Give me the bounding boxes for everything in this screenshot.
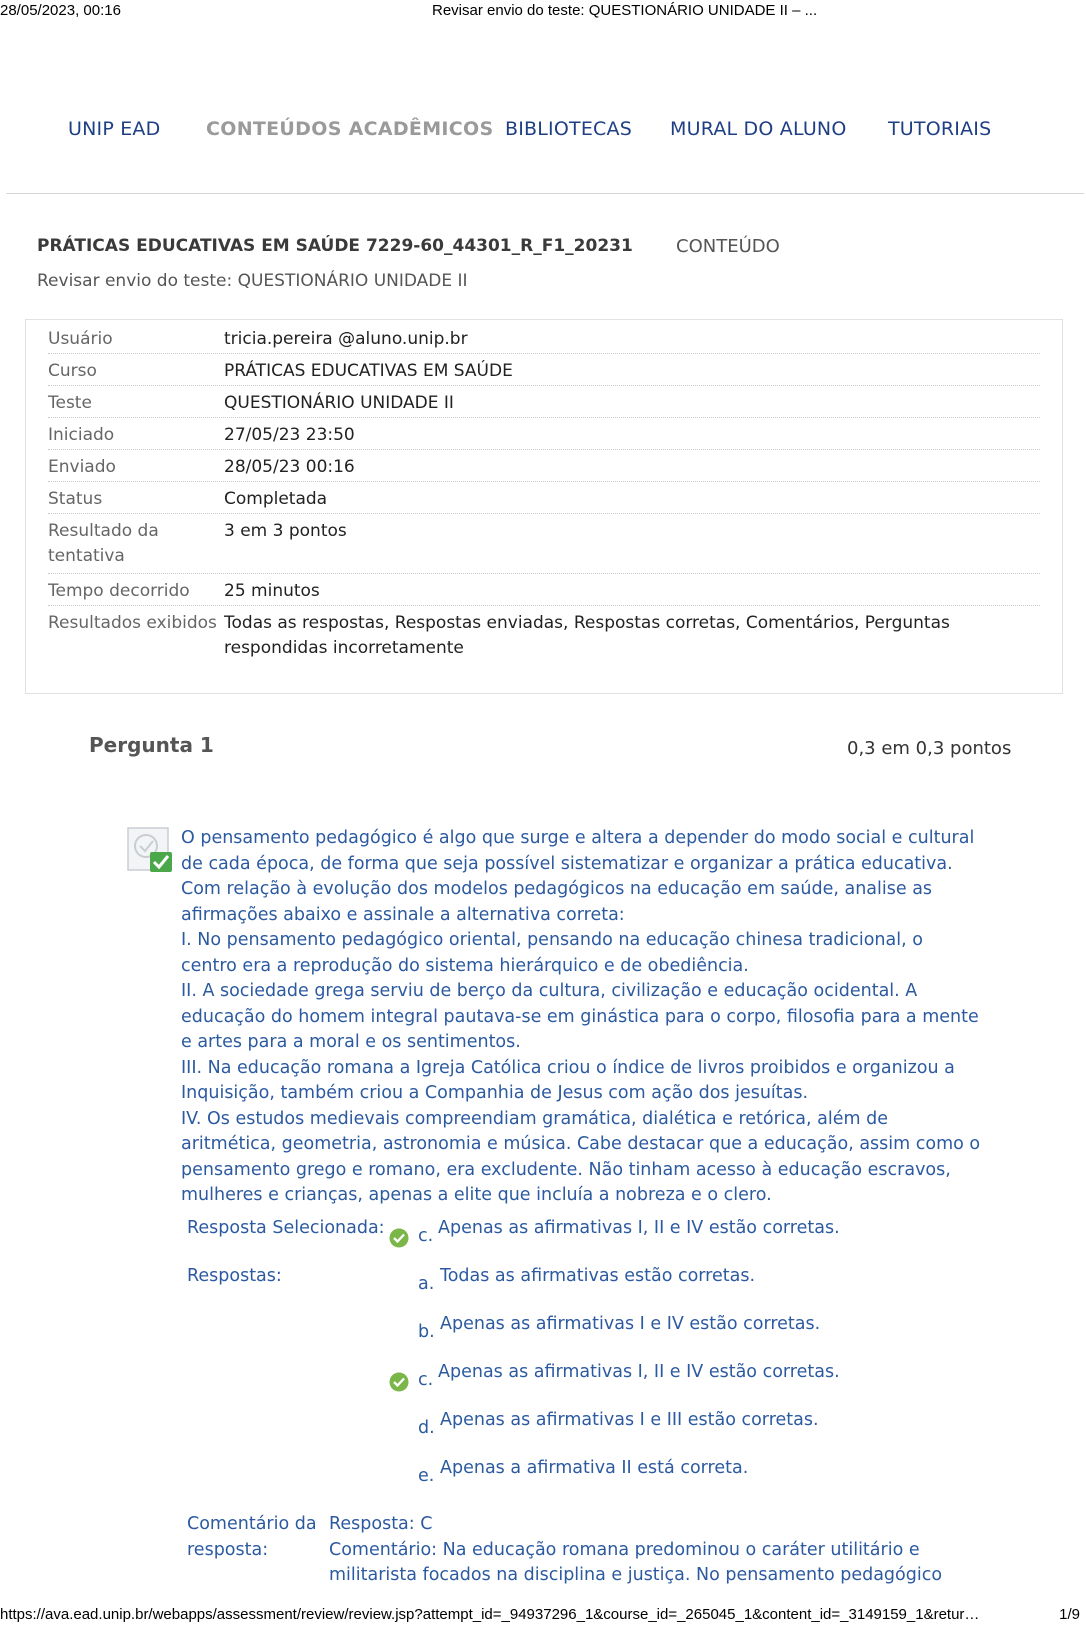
- print-header: [0, 2, 1086, 22]
- nav-tutoriais[interactable]: TUTORIAIS: [888, 118, 992, 140]
- question-heading: Pergunta 1: [89, 733, 214, 757]
- summary-value: 3 em 3 pontos: [224, 521, 347, 541]
- summary-row-enviado: [48, 452, 1040, 482]
- comment-answer: Resposta: C: [329, 1514, 433, 1534]
- answer-letter: d.: [418, 1418, 435, 1438]
- summary-label: Tempo decorrido: [48, 581, 190, 601]
- print-footer: [0, 1606, 1086, 1626]
- page-number: 1/9: [1059, 1606, 1080, 1623]
- question-text: [181, 826, 981, 1209]
- comment-text: Comentário: Na educação romana predominou o caráter utilitário e militarista focados na disciplina e justiça. No pensamento pedagógico: [329, 1539, 943, 1585]
- summary-row-status: [48, 484, 1040, 514]
- summary-row-iniciado: [48, 420, 1040, 450]
- check-icon: [389, 1228, 409, 1248]
- summary-row-resultados-exibidos: [48, 608, 1040, 668]
- comment-label: [187, 1512, 317, 1563]
- answer-text: Apenas as afirmativas I e III estão corretas.: [440, 1410, 819, 1430]
- statement-1: I. No pensamento pedagógico oriental, pensando na educação chinesa tradicional, o centro era a reprodução do sistema hierárquico e de obediência.: [181, 930, 923, 976]
- answer-letter: c.: [418, 1226, 434, 1246]
- check-icon: [389, 1372, 409, 1392]
- print-datetime: 28/05/2023, 00:16: [0, 2, 121, 19]
- answer-text: Apenas as afirmativas I, II e IV estão corretas.: [438, 1218, 840, 1238]
- nav-bibliotecas[interactable]: BIBLIOTECAS: [505, 118, 632, 140]
- summary-value: 25 minutos: [224, 581, 320, 601]
- print-title: Revisar envio do teste: QUESTIONÁRIO UNIDADE II – ...: [432, 2, 818, 19]
- answer-text: Apenas a afirmativa II está correta.: [440, 1458, 749, 1478]
- comment-label-line: resposta:: [187, 1539, 269, 1560]
- answer-text: Todas as afirmativas estão corretas.: [440, 1266, 756, 1286]
- summary-label: Usuário: [48, 329, 113, 349]
- answer-text: Apenas as afirmativas I e IV estão corretas.: [440, 1314, 821, 1334]
- statement-3: III. Na educação romana a Igreja Católica criou o índice de livros proibidos e organizou a Inquisição, também criou a Companhia de Jesus com ação dos jesuítas.: [181, 1057, 955, 1103]
- summary-row-usuario: [48, 324, 1040, 354]
- summary-row-teste: [48, 388, 1040, 418]
- answer-text: Apenas as afirmativas I, II e IV estão corretas.: [438, 1362, 840, 1382]
- summary-value: Todas as respostas, Respostas enviadas, Respostas corretas, Comentários, Perguntas respondidas incorretamente: [224, 613, 950, 658]
- correct-answer-icon: [126, 826, 176, 876]
- summary-value: PRÁTICAS EDUCATIVAS EM SAÚDE: [224, 361, 513, 381]
- answer-letter: a.: [418, 1274, 435, 1294]
- summary-label: Curso: [48, 361, 97, 381]
- nav-unip-ead[interactable]: UNIP EAD: [68, 118, 161, 140]
- summary-row-resultado: [48, 516, 1040, 574]
- question-points: 0,3 em 0,3 pontos: [847, 738, 1012, 759]
- attempt-summary-table: [25, 319, 1063, 694]
- breadcrumb: Revisar envio do teste: QUESTIONÁRIO UNIDADE II: [37, 271, 468, 291]
- answers-label: Respostas:: [187, 1266, 282, 1286]
- summary-label: Resultado da tentativa: [48, 521, 159, 566]
- summary-value: Completada: [224, 489, 328, 509]
- answer-letter: e.: [418, 1466, 435, 1486]
- nav-conteudos-academicos[interactable]: CONTEÚDOS ACADÊMICOS: [206, 118, 494, 140]
- summary-row-tempo: [48, 576, 1040, 606]
- answer-letter: b.: [418, 1322, 435, 1342]
- summary-value: 28/05/23 00:16: [224, 457, 355, 477]
- summary-label: Iniciado: [48, 425, 115, 445]
- summary-row-curso: [48, 356, 1040, 386]
- summary-value: tricia.pereira @aluno.unip.br: [224, 329, 468, 349]
- summary-value: QUESTIONÁRIO UNIDADE II: [224, 393, 454, 413]
- nav-divider: [6, 193, 1084, 194]
- top-navigation: [0, 118, 1086, 154]
- comment-label-line: Comentário da: [187, 1514, 317, 1534]
- summary-label: Enviado: [48, 457, 116, 477]
- content-link[interactable]: CONTEÚDO: [676, 236, 780, 257]
- nav-mural-do-aluno[interactable]: MURAL DO ALUNO: [670, 118, 847, 140]
- statement-2: II. A sociedade grega serviu de berço da cultura, civilização e educação ocidental. A educação do homem integral pautava-se em ginástica para o corpo, filosofia para a mente e artes para a moral e os sentimentos.: [181, 981, 979, 1052]
- summary-value: 27/05/23 23:50: [224, 425, 355, 445]
- summary-label: Status: [48, 489, 103, 509]
- selected-answer-label: Resposta Selecionada:: [187, 1218, 385, 1238]
- course-title: PRÁTICAS EDUCATIVAS EM SAÚDE 7229-60_44301_R_F1_20231: [37, 236, 633, 256]
- summary-label: Resultados exibidos: [48, 613, 217, 633]
- statement-4: IV. Os estudos medievais compreendiam gramática, dialética e retórica, além de aritmética, geometria, astronomia e música. Cabe destacar que a educação, assim como o pensamento grego e romano, era excludente. Não tinham acesso à educação escravos, mulheres e crianças, apenas a elite que incluía a nobreza e o clero.: [181, 1108, 981, 1205]
- summary-label: Teste: [48, 393, 92, 413]
- print-url: https://ava.ead.unip.br/webapps/assessment/review/review.jsp?attempt_id=_94937296_1&course_id=_265045_1&content_id=_3149159_1&retur…: [0, 1606, 980, 1623]
- answer-letter: c.: [418, 1370, 434, 1390]
- answer-comment: [329, 1512, 969, 1589]
- question-intro: O pensamento pedagógico é algo que surge e altera a depender do modo social e cultural de cada época, de forma que seja possível sistematizar e organizar a prática educativa. Com relação à evolução dos modelos pedagógicos na educação em saúde, analise as afirmações abaixo e assinale a alternativa correta:: [181, 828, 975, 925]
